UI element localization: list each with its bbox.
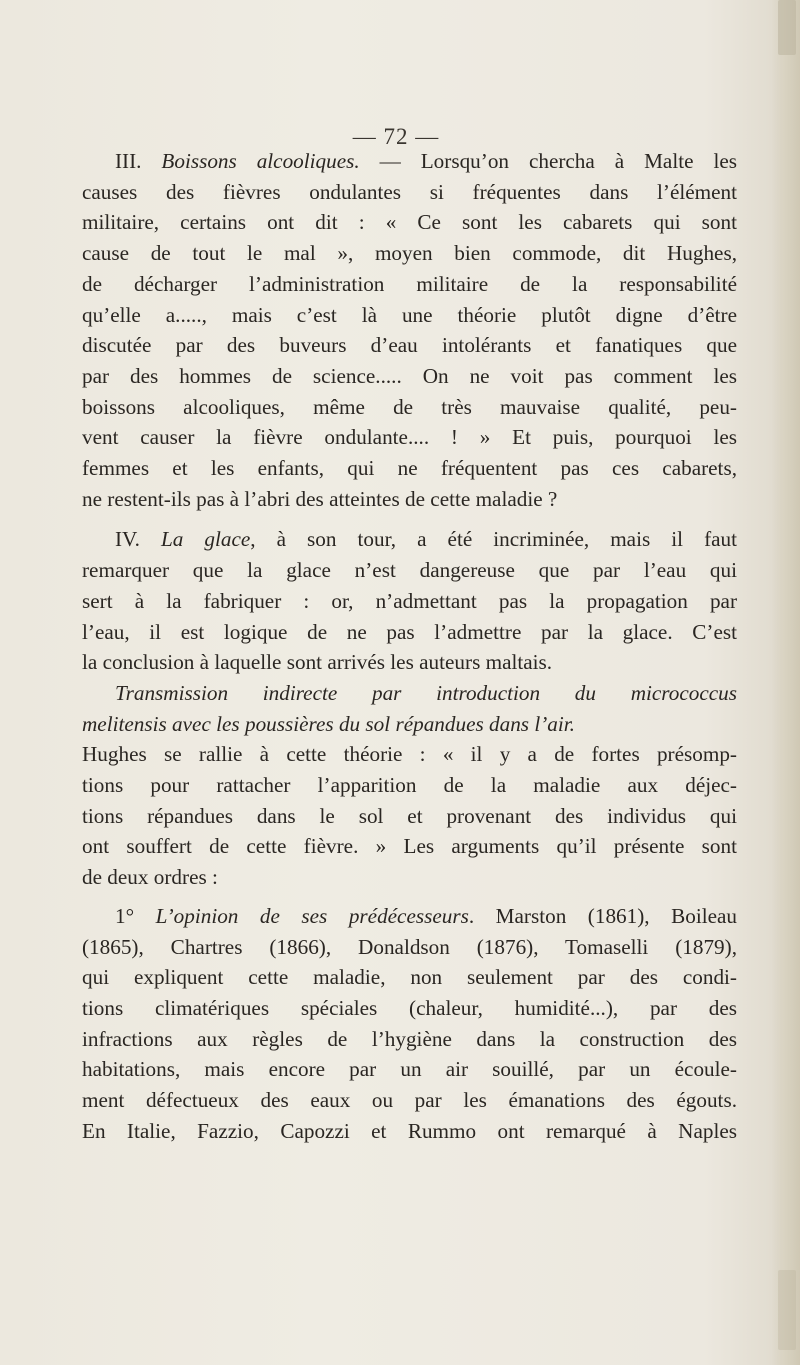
text-line: [82, 862, 737, 893]
text-run: IV.: [115, 527, 161, 552]
text-run: boissons alcooliques, même de très mauvaise qualité, peu-: [82, 394, 737, 419]
text-line: [82, 238, 737, 269]
text-run: — Lorsqu’on chercha à Malte les: [359, 149, 737, 173]
text-run: vent causer la fièvre ondulante.... ! » Et puis, pourquoi les: [82, 425, 737, 450]
binding-stain: [778, 0, 796, 55]
text-line: [82, 678, 737, 709]
text-line: [82, 1054, 737, 1085]
text-run: par des hommes de science..... On ne voit pas comment les: [82, 363, 737, 388]
text-run: qui expliquent cette maladie, non seulement par des condi-: [82, 965, 737, 990]
page-number: — 72 —: [352, 124, 440, 149]
page-edge-shadow: [772, 0, 800, 1365]
text-run: discutée par des buveurs d’eau intolérants et fanatiques que: [82, 333, 737, 358]
italic-text: melitensis avec les poussières du sol répandues dans l’air.: [82, 711, 575, 736]
text-run: de deux ordres :: [82, 865, 218, 890]
text-line: [82, 524, 737, 555]
text-line: [82, 770, 737, 801]
text-line: [82, 300, 737, 331]
text-line: [82, 932, 737, 963]
paragraph: [82, 901, 737, 1147]
text-line: [82, 177, 737, 208]
text-run: tions climatériques spéciales (chaleur, humidité...), par des: [82, 995, 737, 1020]
text-run: militaire, certains ont dit : « Ce sont les cabarets qui sont: [82, 210, 737, 235]
text-run: la conclusion à laquelle sont arrivés les auteurs maltais.: [82, 650, 553, 675]
text-line: [82, 647, 737, 678]
text-line: [82, 392, 737, 423]
text-line: [82, 586, 737, 617]
paragraph: [82, 146, 737, 514]
italic-text: Boissons alcooliques.: [161, 149, 360, 173]
text-run: tions répandues dans le sol et provenant des individus qui: [82, 803, 737, 828]
text-run: Hughes se rallie à cette théorie : « il y a de fortes présomp-: [82, 742, 737, 767]
text-line: [82, 269, 737, 300]
paragraph: [82, 524, 737, 678]
text-line: [82, 361, 737, 392]
text-line: [82, 1085, 737, 1116]
body-text: [82, 146, 737, 1147]
text-run: (1865), Chartres (1866), Donaldson (1876), Tomaselli (1879),: [82, 934, 737, 959]
text-run: sert à la fabriquer : or, n’admettant pas la propagation par: [82, 588, 737, 613]
text-line: [82, 709, 737, 740]
text-line: [82, 617, 737, 648]
text-run: En Italie, Fazzio, Capozzi et Rummo ont remarqué à Naples: [82, 1118, 737, 1143]
text-line: [82, 993, 737, 1024]
text-run: ont souffert de cette fièvre. » Les arguments qu’il présente sont: [82, 834, 737, 859]
paragraph: [82, 678, 737, 893]
text-line: [82, 484, 737, 515]
text-run: qu’elle a....., mais c’est là une théorie plutôt digne d’être: [82, 302, 737, 327]
text-run: ne restent-ils pas à l’abri des atteintes de cette maladie ?: [82, 486, 558, 511]
text-line: [82, 330, 737, 361]
italic-text: La glace: [160, 527, 251, 552]
text-run: ment défectueux des eaux ou par les émanations des égouts.: [82, 1088, 737, 1113]
text-line: [82, 901, 737, 932]
text-run: femmes et les enfants, qui ne fréquentent pas ces cabarets,: [82, 456, 737, 481]
text-line: [82, 207, 737, 238]
text-run: remarquer que la glace n’est dangereuse que par l’eau qui: [82, 558, 737, 583]
text-run: habitations, mais encore par un air souillé, par un écoule-: [82, 1057, 737, 1082]
text-run: 1°: [115, 903, 156, 928]
text-line: [82, 739, 737, 770]
text-run: , à son tour, a été incriminée, mais il faut: [250, 527, 738, 552]
text-run: . Marston (1861), Boileau: [468, 903, 737, 928]
text-line: [82, 1024, 737, 1055]
text-run: infractions aux règles de l’hygiène dans la construction des: [82, 1026, 737, 1051]
italic-text: Transmission indirecte par introduction du micrococcus: [115, 680, 737, 705]
text-run: de décharger l’administration militaire de la responsabilité: [82, 271, 737, 296]
text-run: tions pour rattacher l’apparition de la maladie aux déjec-: [82, 773, 737, 798]
text-line: [82, 453, 737, 484]
text-line: [82, 555, 737, 586]
text-run: cause de tout le mal », moyen bien commode, dit Hughes,: [82, 241, 737, 266]
text-line: [82, 831, 737, 862]
text-run: III.: [115, 149, 162, 173]
text-line: [82, 1116, 737, 1147]
text-line: [82, 146, 737, 177]
binding-stain: [778, 1270, 796, 1350]
text-run: causes des fièvres ondulantes si fréquentes dans l’élément: [82, 179, 737, 204]
text-line: [82, 962, 737, 993]
text-line: [82, 801, 737, 832]
italic-text: L’opinion de ses prédécesseurs: [155, 903, 469, 928]
text-line: [82, 422, 737, 453]
text-run: l’eau, il est logique de ne pas l’admettre par la glace. C’est: [82, 619, 737, 644]
